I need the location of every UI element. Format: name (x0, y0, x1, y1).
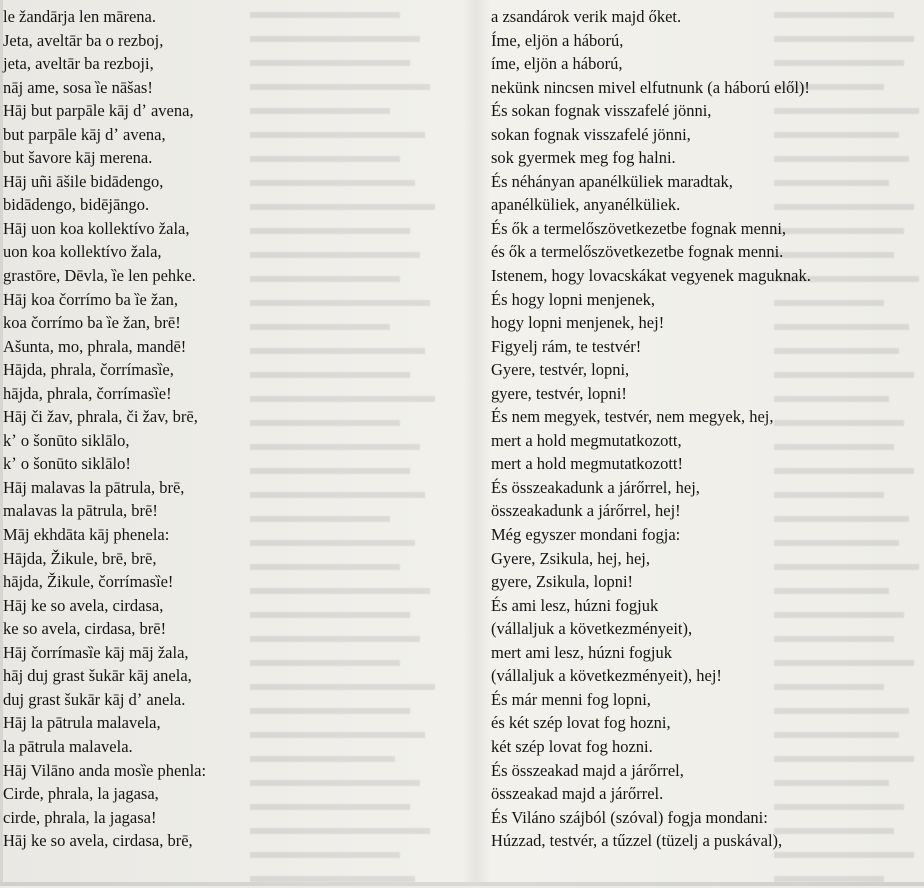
hungarian-verse-line: (vállaljuk a következményeit), (491, 619, 693, 639)
page-bottom-edge (0, 882, 924, 886)
romani-verse-line: Ašunta, mo, phrala, mandē! (3, 336, 187, 356)
romani-verse-line: jeta, aveltār ba rezboji, (3, 54, 154, 74)
romani-verse-line: hāj duj grast šukār kāj anela, (3, 666, 192, 686)
hungarian-verse-line: Íme, eljön a háború, (491, 30, 624, 50)
romani-verse-line: hājda, Žikule, čorrímasȉe! (3, 572, 174, 592)
bleed-through-texture (246, 2, 456, 888)
romani-verse-line: Jeta, aveltār ba o rezboj, (3, 30, 164, 50)
hungarian-verse-line: mert ami lesz, húzni fogjuk (491, 642, 672, 662)
hungarian-verse-line: És összeakad majd a járőrrel, (491, 760, 684, 780)
romani-verse-line: uon koa kollektívo žala, (3, 242, 162, 262)
romani-verse-line: Hāj uñi āšile bidādengo, (3, 171, 164, 191)
romani-verse-line: Hājda, phrala, čorrímasȉe, (3, 360, 174, 380)
hungarian-verse-line: nekünk nincsen mivel elfutnunk (a háború elől)! (491, 77, 810, 97)
hungarian-verse-line: Istenem, hogy lovacskákat vegyenek maguknak. (491, 266, 811, 286)
romani-verse-line: Hāj ke so avela, cirdasa, (3, 595, 164, 615)
hungarian-translation-column (491, 5, 811, 853)
hungarian-verse-line: És néhányan apanélküliek maradtak, (491, 171, 733, 191)
romani-verse-line: ke so avela, cirdasa, brē! (3, 619, 167, 639)
romani-verse-line: Hāj but parpāle kāj dʼ avena, (3, 101, 194, 121)
romani-verse-line: bidādengo, bidējāngo. (3, 195, 150, 215)
romani-verse-line: kʼ o šonūto siklālo, (3, 430, 130, 450)
hungarian-verse-line: mert a hold megmutatkozott, (491, 430, 682, 450)
hungarian-verse-line: Figyelj rám, te testvér! (491, 336, 642, 356)
hungarian-verse-line: És összeakadunk a járőrrel, hej, (491, 477, 700, 497)
romani-verse-line: but šavore kāj merena. (3, 148, 153, 168)
hungarian-verse-line: összeakad majd a járőrrel. (491, 784, 664, 804)
hungarian-verse-line: És már menni fog lopni, (491, 689, 651, 709)
romani-verse-line: la pātrula malavela. (3, 736, 133, 756)
romani-verse-line: Hāj uon koa kollektívo žala, (3, 218, 190, 238)
hungarian-verse-line: És nem megyek, testvér, nem megyek, hej, (491, 407, 774, 427)
romani-verse-line: Hāj či žav, phrala, či žav, brē, (3, 407, 198, 427)
hungarian-verse-line: És ők a termelőszövetkezetbe fognak menni, (491, 218, 787, 238)
romani-verse-line: Hāj malavas la pātrula, brē, (3, 477, 185, 497)
romani-verse-line: Cirde, phrala, la jagasa, (3, 784, 159, 804)
hungarian-verse-line: Gyere, testvér, lopni, (491, 360, 630, 380)
hungarian-verse-line: és két szép lovat fog hozni, (491, 713, 671, 733)
hungarian-verse-line: És ami lesz, húzni fogjuk (491, 595, 659, 615)
romani-verse-line: grastōre, Dēvla, ȉe len pehke. (3, 266, 196, 286)
hungarian-verse-line: És sokan fognak visszafelé jönni, (491, 101, 712, 121)
hungarian-verse-line: két szép lovat fog hozni. (491, 736, 653, 756)
bleed-through-text-left (246, 0, 456, 888)
romani-verse-line: malavas la pātrula, brē! (3, 501, 158, 521)
hungarian-verse-line: És hogy lopni menjenek, (491, 289, 656, 309)
hungarian-verse-line: (vállaljuk a következményeit), hej! (491, 666, 722, 686)
hungarian-verse-line: sokan fognak visszafelé jönni, (491, 124, 691, 144)
hungarian-verse-line: gyere, Zsikula, lopni! (491, 572, 634, 592)
hungarian-verse-line: Gyere, Zsikula, hej, hej, (491, 548, 650, 568)
romani-verse-line: Hāj čorrímasȉe kāj māj žala, (3, 642, 189, 662)
romani-verse-line: hājda, phrala, čorrímasȉe! (3, 383, 172, 403)
page-gutter (462, 0, 490, 886)
romani-verse-line: cirde, phrala, la jagasa! (3, 807, 157, 827)
romani-verse-line: Hāj la pātrula malavela, (3, 713, 161, 733)
hungarian-verse-line: gyere, testvér, lopni! (491, 383, 627, 403)
romani-verse-line: le žandārja len mārena. (3, 7, 156, 26)
romani-verse-column (3, 5, 206, 853)
romani-verse-line: Hāj koa čorrímo ba ȉe žan, (3, 289, 179, 309)
hungarian-verse-line: összeakadunk a járőrrel, hej! (491, 501, 681, 521)
romani-verse-line: but parpāle kāj dʼ avena, (3, 124, 166, 144)
romani-verse-line: Hājda, Žikule, brē, brē, (3, 548, 157, 568)
hungarian-verse-line: mert a hold megmutatkozott! (491, 454, 683, 474)
romani-verse-line: duj grast šukār kāj dʼ anela. (3, 689, 186, 709)
romani-verse-line: Hāj Vilāno anda mosȉe phenla: (3, 760, 207, 780)
romani-verse-line: kʼ o šonūto siklālo! (3, 454, 131, 474)
hungarian-verse-line: apanélküliek, anyanélküliek. (491, 195, 681, 215)
hungarian-verse-line: És Viláno szájból (szóval) fogja mondani: (491, 807, 768, 827)
hungarian-verse-line: íme, eljön a háború, (491, 54, 623, 74)
romani-verse-line: nāj ame, sosa ȉe nāšas! (3, 77, 153, 97)
hungarian-verse-line: a zsandárok verik majd őket. (491, 7, 682, 26)
romani-verse-line: Hāj ke so avela, cirdasa, brē, (3, 831, 193, 851)
hungarian-verse-line: és ők a termelőszövetkezetbe fognak menni. (491, 242, 784, 262)
hungarian-verse-line: Még egyszer mondani fogja: (491, 525, 681, 545)
hungarian-verse-line: hogy lopni menjenek, hej! (491, 313, 665, 333)
romani-verse-line: koa čorrímo ba ȉe žan, brē! (3, 313, 181, 333)
romani-verse-line: Māj ekhdāta kāj phenela: (3, 525, 170, 545)
hungarian-verse-line: Húzzad, testvér, a tűzzel (tüzelj a puskával), (491, 831, 783, 851)
hungarian-verse-line: sok gyermek meg fog halni. (491, 148, 676, 168)
